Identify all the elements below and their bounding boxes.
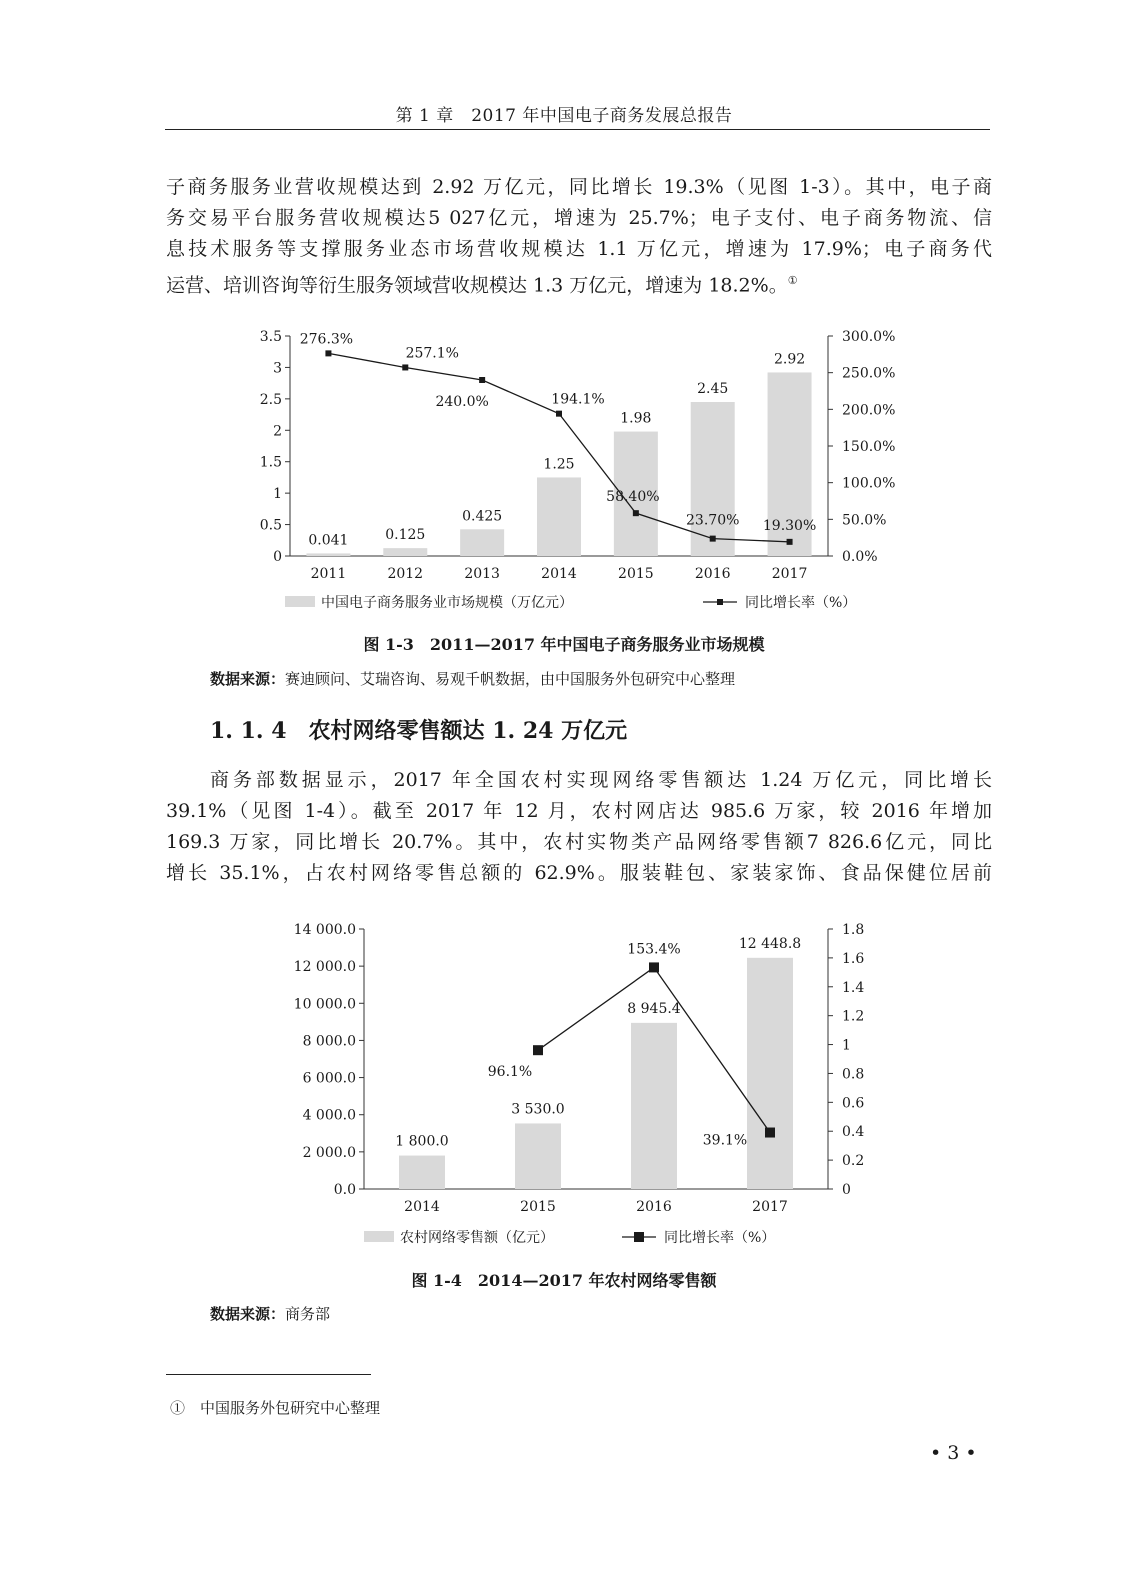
bar-label: 2.45	[697, 381, 729, 397]
legend-line-marker	[634, 1232, 644, 1242]
bar	[306, 553, 350, 556]
right-axis-tick-label: 1.2	[842, 1008, 865, 1025]
legend-bar-label: 中国电子商务服务业市场规模（万亿元）	[321, 595, 573, 611]
right-axis-tick-label: 1.6	[842, 950, 865, 967]
growth-rate-label: 240.0%	[435, 394, 489, 410]
growth-rate-label: 194.1%	[551, 391, 605, 408]
growth-rate-label: 23.70%	[686, 512, 740, 529]
growth-rate-label: 96.1%	[487, 1064, 533, 1081]
bar	[460, 529, 504, 556]
paragraph-2-line-3: 169.3 万家，同比增长 20.7%。其中，农村实物类产品网络零售额7 826.6亿元，同比	[166, 831, 992, 853]
growth-rate-label: 39.1%	[702, 1132, 748, 1149]
paragraph-1-line-2: 务交易平台服务营收规模达5 027亿元，增速为 25.7%；电子支付、电子商务物流、信	[166, 207, 992, 229]
paragraph-2-line-2: 39.1%（见图 1-4）。截至 2017 年 12 月，农村网店达 985.6 万家，较 2016 年增加	[166, 800, 992, 822]
legend-bar-swatch	[285, 596, 315, 607]
right-axis-tick-label: 100.0%	[842, 475, 896, 492]
right-axis-tick-label: 0.8	[842, 1066, 865, 1083]
growth-rate-point	[710, 536, 716, 542]
x-axis-tick-label: 2014	[541, 566, 577, 582]
growth-rate-label: 58.40%	[606, 489, 660, 506]
x-axis-tick-label: 2015	[618, 566, 654, 582]
bar-label: 0.425	[462, 508, 503, 525]
bar-label: 0.125	[385, 527, 426, 544]
chart-ecommerce-services-market	[160, 320, 980, 620]
left-axis-tick-label: 12 000.0	[293, 959, 356, 976]
left-axis-tick-label: 1	[273, 486, 282, 503]
bar	[631, 1023, 677, 1189]
bar	[383, 548, 427, 556]
footnote-rule	[166, 1374, 371, 1375]
chart-rural-online-retail	[260, 915, 900, 1255]
header-rule	[165, 129, 990, 130]
growth-rate-label: 276.3%	[299, 331, 354, 348]
bar	[515, 1123, 561, 1189]
growth-rate-point	[556, 411, 562, 417]
right-axis-tick-label: 0.0%	[842, 549, 878, 565]
right-axis-tick-label: 1.4	[842, 979, 865, 996]
right-axis-tick-label: 0.6	[842, 1095, 865, 1112]
legend-bar-swatch	[364, 1231, 394, 1242]
paragraph-2	[166, 765, 992, 889]
legend-line-label: 同比增长率（%）	[745, 595, 857, 611]
x-axis-tick-label: 2014	[404, 1199, 440, 1215]
growth-rate-point	[533, 1045, 543, 1055]
right-axis-tick-label: 0.4	[842, 1124, 865, 1141]
page-number: • 3 •	[930, 1442, 977, 1464]
x-axis-tick-label: 2012	[387, 566, 424, 582]
x-axis-tick-label: 2015	[520, 1199, 556, 1215]
paragraph-1-line-3: 息技术服务等支撑服务业态市场营收规模达 1.1 万亿元，增速为 17.9%；电子商务代	[166, 238, 992, 260]
paragraph-1	[166, 172, 992, 296]
x-axis-tick-label: 2016	[694, 566, 731, 582]
growth-rate-point	[649, 962, 659, 972]
bar-label: 3 530.0	[511, 1101, 565, 1118]
left-axis-tick-label: 14 000.0	[293, 922, 356, 938]
left-axis-tick-label: 10 000.0	[293, 996, 356, 1013]
bar-label: 1 800.0	[395, 1133, 449, 1150]
x-axis-tick-label: 2017	[752, 1199, 788, 1215]
x-axis-tick-label: 2013	[464, 566, 500, 582]
left-axis-tick-label: 2.5	[259, 391, 282, 408]
left-axis-tick-label: 8 000.0	[302, 1033, 356, 1050]
left-axis-tick-label: 0	[273, 549, 282, 565]
legend-bar-label: 农村网络零售额（亿元）	[400, 1230, 554, 1246]
bar-label: 2.92	[773, 351, 806, 368]
left-axis-tick-label: 1.5	[259, 454, 282, 471]
right-axis-tick-label: 150.0%	[842, 439, 896, 455]
bar	[399, 1156, 445, 1189]
left-axis-tick-label: 6 000.0	[302, 1070, 356, 1087]
growth-rate-point	[633, 510, 639, 516]
legend-line-label: 同比增长率（%）	[664, 1230, 776, 1246]
left-axis-tick-label: 3	[273, 360, 282, 377]
right-axis-tick-label: 0	[842, 1182, 851, 1198]
left-axis-tick-label: 3.5	[259, 329, 282, 345]
bar	[537, 477, 581, 556]
right-axis-tick-label: 50.0%	[842, 512, 887, 529]
right-axis-tick-label: 250.0%	[842, 365, 896, 382]
footnote-text: 中国服务外包研究中心整理	[200, 1399, 381, 1417]
paragraph-1-line-4-text: 运营、培训咨询等衍生服务领域营收规模达 1.3 万亿元，增速为 18.2%。	[166, 274, 788, 296]
growth-rate-point	[325, 350, 331, 356]
right-axis-tick-label: 1	[842, 1037, 851, 1054]
growth-rate-point	[765, 1128, 775, 1138]
bar-label: 12 448.8	[738, 935, 802, 952]
bar-label: 8 945.4	[627, 1000, 681, 1017]
growth-rate-point	[787, 539, 793, 545]
footnote-mark: ①	[170, 1399, 186, 1417]
footnote	[170, 1397, 380, 1418]
left-axis-tick-label: 2	[273, 423, 282, 440]
x-axis-tick-label: 2017	[771, 566, 808, 582]
paragraph-2-line-4: 增长 35.1%，占农村网络零售总额的 62.9%。服装鞋包、家装家饰、食品保健位居前	[166, 862, 992, 884]
x-axis-tick-label: 2016	[636, 1199, 672, 1215]
figure-1-4-source	[210, 1303, 330, 1324]
bar-label: 1.25	[543, 456, 575, 473]
growth-rate-label: 19.30%	[762, 517, 817, 534]
figure-1-3-source-label: 数据来源：	[210, 670, 286, 688]
figure-1-4-caption: 图 1-4 2014—2017 年农村网络零售额	[411, 1271, 717, 1290]
running-header: 第 1 章 2017 年中国电子商务发展总报告	[395, 106, 733, 126]
left-axis-tick-label: 2 000.0	[302, 1144, 356, 1161]
right-axis-tick-label: 200.0%	[842, 402, 896, 419]
figure-1-3-source-text: 赛迪顾问、艾瑞咨询、易观千帆数据，由中国服务外包研究中心整理	[285, 670, 736, 688]
footnote-reference: ①	[787, 274, 798, 287]
legend-line-marker	[717, 599, 723, 605]
left-axis-tick-label: 0.0	[333, 1182, 356, 1198]
growth-rate-point	[402, 364, 408, 370]
right-axis-tick-label: 1.8	[842, 922, 865, 938]
right-axis-tick-label: 0.2	[842, 1153, 865, 1170]
paragraph-2-line-1: 商务部数据显示，2017 年全国农村实现网络零售额达 1.24 万亿元，同比增长	[210, 769, 992, 791]
section-heading: 1. 1. 4 农村网络零售额达 1. 24 万亿元	[210, 718, 628, 744]
growth-rate-label: 257.1%	[405, 345, 459, 362]
bar	[747, 958, 793, 1189]
figure-1-3-source	[210, 668, 735, 689]
figure-1-4-source-text: 商务部	[285, 1305, 331, 1323]
figure-1-3-caption: 图 1-3 2011—2017 年中国电子商务服务业市场规模	[363, 635, 765, 654]
left-axis-tick-label: 0.5	[259, 517, 282, 534]
growth-rate-point	[479, 377, 485, 383]
growth-rate-label: 153.4%	[627, 941, 681, 958]
figure-1-4-source-label: 数据来源：	[210, 1305, 286, 1323]
paragraph-1-line-1: 子商务服务业营收规模达到 2.92 万亿元，同比增长 19.3%（见图 1-3）。其中，电子商	[166, 176, 992, 198]
paragraph-1-line-4	[166, 265, 992, 296]
bar-label: 1.98	[620, 410, 652, 427]
bar-label: 0.041	[308, 532, 349, 549]
left-axis-tick-label: 4 000.0	[302, 1107, 356, 1124]
right-axis-tick-label: 300.0%	[842, 329, 896, 345]
x-axis-tick-label: 2011	[310, 566, 347, 582]
